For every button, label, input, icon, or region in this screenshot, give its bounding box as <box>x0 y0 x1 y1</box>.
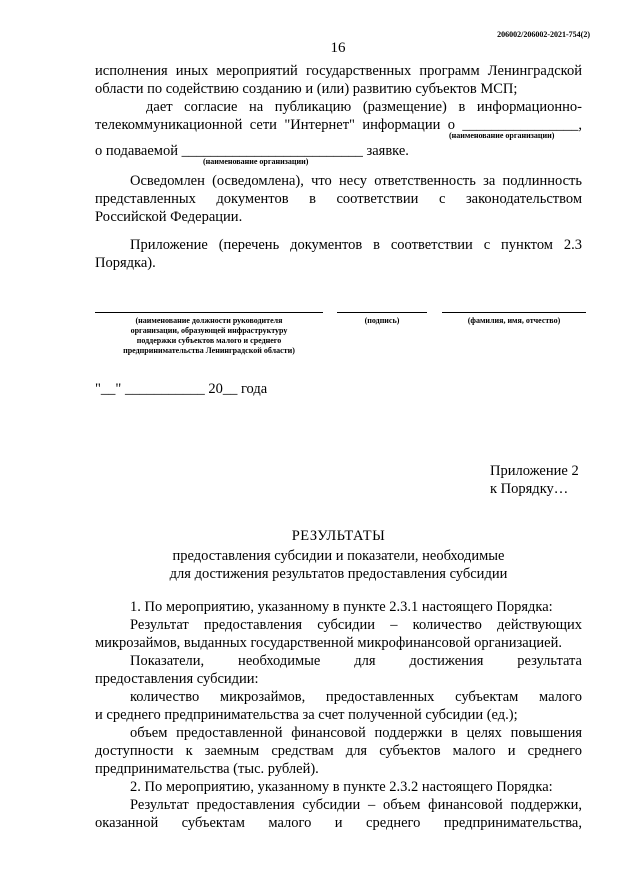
position-caption-4: предпринимательства Ленинградской области) <box>123 346 295 355</box>
position-signature-line <box>95 312 323 313</box>
results-p5-line-2: доступности к заемным средствам для субъектов малого и среднего <box>95 743 582 759</box>
document-id: 206002/206002-2021-754(2) <box>497 30 590 39</box>
page-number: 16 <box>330 40 346 56</box>
results-p7-line-1: Результат предоставления субсидии – объем финансовой поддержки, <box>130 797 582 813</box>
position-caption-1: (наименование должности руководителя <box>135 316 283 325</box>
results-subtitle-1: предоставления субсидии и показатели, необходимые <box>172 548 505 564</box>
appendix-line-2: к Порядку… <box>490 481 569 497</box>
notice-line-2: представленных документов в соответствии с законодательством <box>95 191 582 207</box>
sign-signature-line <box>337 312 427 313</box>
results-p4-line-2: и среднего предпринимательства за счет полученной субсидии (ед.); <box>95 707 518 723</box>
results-p7-line-2: оказанной субъектам малого и среднего предпринимательства, <box>95 815 582 831</box>
sign-caption: (подпись) <box>364 316 400 325</box>
name-caption: (фамилия, имя, отчество) <box>467 316 561 325</box>
results-title: РЕЗУЛЬТАТЫ <box>291 528 386 544</box>
intro-line-1: исполнения иных мероприятий государственных программ Ленинградской <box>95 63 582 79</box>
results-p5-line-1: объем предоставленной финансовой поддержки в целях повышения <box>130 725 582 741</box>
name-signature-line <box>442 312 586 313</box>
results-p3-line-2: предоставления субсидии: <box>95 671 259 687</box>
notice-line-3: Российской Федерации. <box>95 209 243 225</box>
position-caption-3: поддержки субъектов малого и среднего <box>136 336 282 345</box>
consent-line-2: телекоммуникационной сети "Интернет" информации о ________________, <box>95 117 582 133</box>
notice-line-1: Осведомлен (осведомлена), что несу ответственность за подлинность <box>130 173 582 189</box>
results-p4-line-1: количество микрозаймов, предоставленных субъектам малого <box>130 689 582 705</box>
consent-line: дает согласие на публикацию (размещение) в информационно- <box>146 99 582 115</box>
attachment-line-2: Порядка). <box>95 255 156 271</box>
submitted-line: о подаваемой _________________________ заявке. <box>95 143 409 159</box>
results-p5-line-3: предпринимательства (тыс. рублей). <box>95 761 319 777</box>
position-caption-2: организации, образующей инфраструктуру <box>130 326 288 335</box>
org-caption-1: (наименование организации) <box>449 131 555 140</box>
appendix-line-1: Приложение 2 <box>490 463 579 479</box>
org-caption-2: (наименование организации) <box>203 157 309 166</box>
results-p1: 1. По мероприятию, указанному в пункте 2.3.1 настоящего Порядка: <box>130 599 553 615</box>
intro-line-2: области по содействию созданию и (или) развитию субъектов МСП; <box>95 81 518 97</box>
results-subtitle-2: для достижения результатов предоставления субсидии <box>169 566 508 582</box>
results-p6: 2. По мероприятию, указанному в пункте 2.3.2 настоящего Порядка: <box>130 779 553 795</box>
results-p2-line-1: Результат предоставления субсидии – количество действующих <box>130 617 582 633</box>
date-line: "__" ___________ 20__ года <box>95 381 268 397</box>
results-p3-line-1: Показатели, необходимые для достижения результата <box>130 653 582 669</box>
attachment-line-1: Приложение (перечень документов в соответствии с пунктом 2.3 <box>130 237 582 253</box>
results-p2-line-2: микрозаймов, выданных государственной микрофинансовой организацией. <box>95 635 562 651</box>
